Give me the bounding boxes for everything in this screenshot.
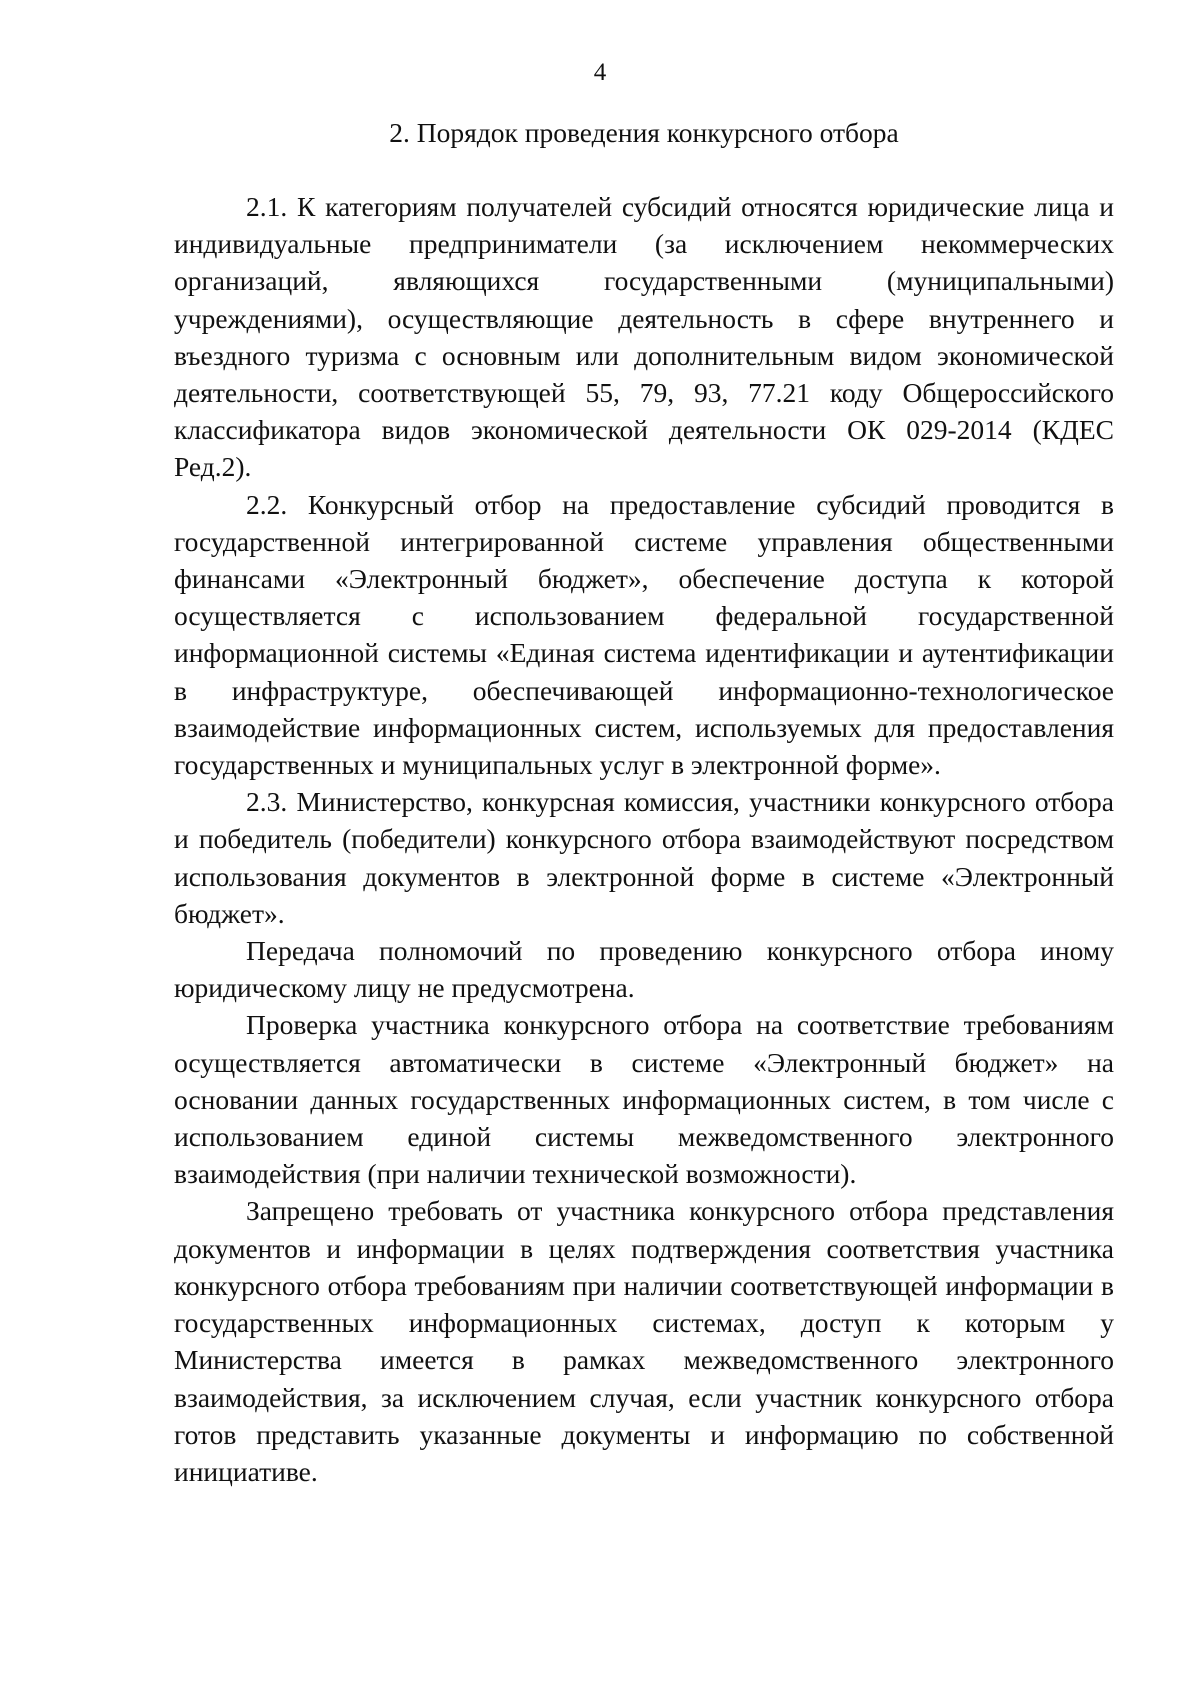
- paragraph-2-2: 2.2. Конкурсный отбор на предоставление субсидий проводится в государственной интегрированной системе управления общественными финансами «Электронный бюджет», обеспечение доступа к которой осуществляется с использованием федеральной государственной информационной системы «Единая система идентификации и аутентификации в инфраструктуре, обеспечивающей информационно-технологическое взаимодействие информационных систем, используемых для предоставления государственных и муниципальных услуг в электронной форме».: [174, 488, 1114, 781]
- paragraph-verification: Проверка участника конкурсного отбора на соответствие требованиям осуществляется автоматически в системе «Электронный бюджет» на основании данных государственных информационных систем, в том числе с использованием единой системы межведомственного электронного взаимодействия (при наличии технической возможности).: [174, 1009, 1114, 1190]
- section-heading: 2. Порядок проведения конкурсного отбора: [389, 117, 899, 148]
- paragraph-2-3: 2.3. Министерство, конкурсная комиссия, участники конкурсного отбора и победитель (победители) конкурсного отбора взаимодействуют посредством использования документов в электронной форме в системе «Электронный бюджет».: [174, 786, 1114, 929]
- paragraph-delegation: Передача полномочий по проведению конкурсного отбора иному юридическому лицу не предусмотрена.: [174, 935, 1114, 1004]
- page-number: 4: [593, 59, 607, 86]
- paragraph-2-1: 2.1. К категориям получателей субсидий относятся юридические лица и индивидуальные предприниматели (за исключением некоммерческих организаций, являющихся государственными (муниципальными) учреждениями), осуществляющие деятельность в сфере внутреннего и въездного туризма с основным или дополнительным видом экономической деятельности, соответствующей 55, 79, 93, 77.21 коду Общероссийского классификатора видов экономической деятельности ОК 029-2014 (КДЕС Ред.2).: [174, 191, 1114, 483]
- paragraph-prohibition: Запрещено требовать от участника конкурсного отбора представления документов и информации в целях подтверждения соответствия участника конкурсного отбора требованиям при наличии соответствующей информации в государственных информационных системах, доступ к которым у Министерства имеется в рамках межведомственного электронного взаимодействия, за исключением случая, если участник конкурсного отбора готов представить указанные документы и информацию по собственной инициативе.: [174, 1195, 1114, 1487]
- document-body: [174, 188, 1114, 1490]
